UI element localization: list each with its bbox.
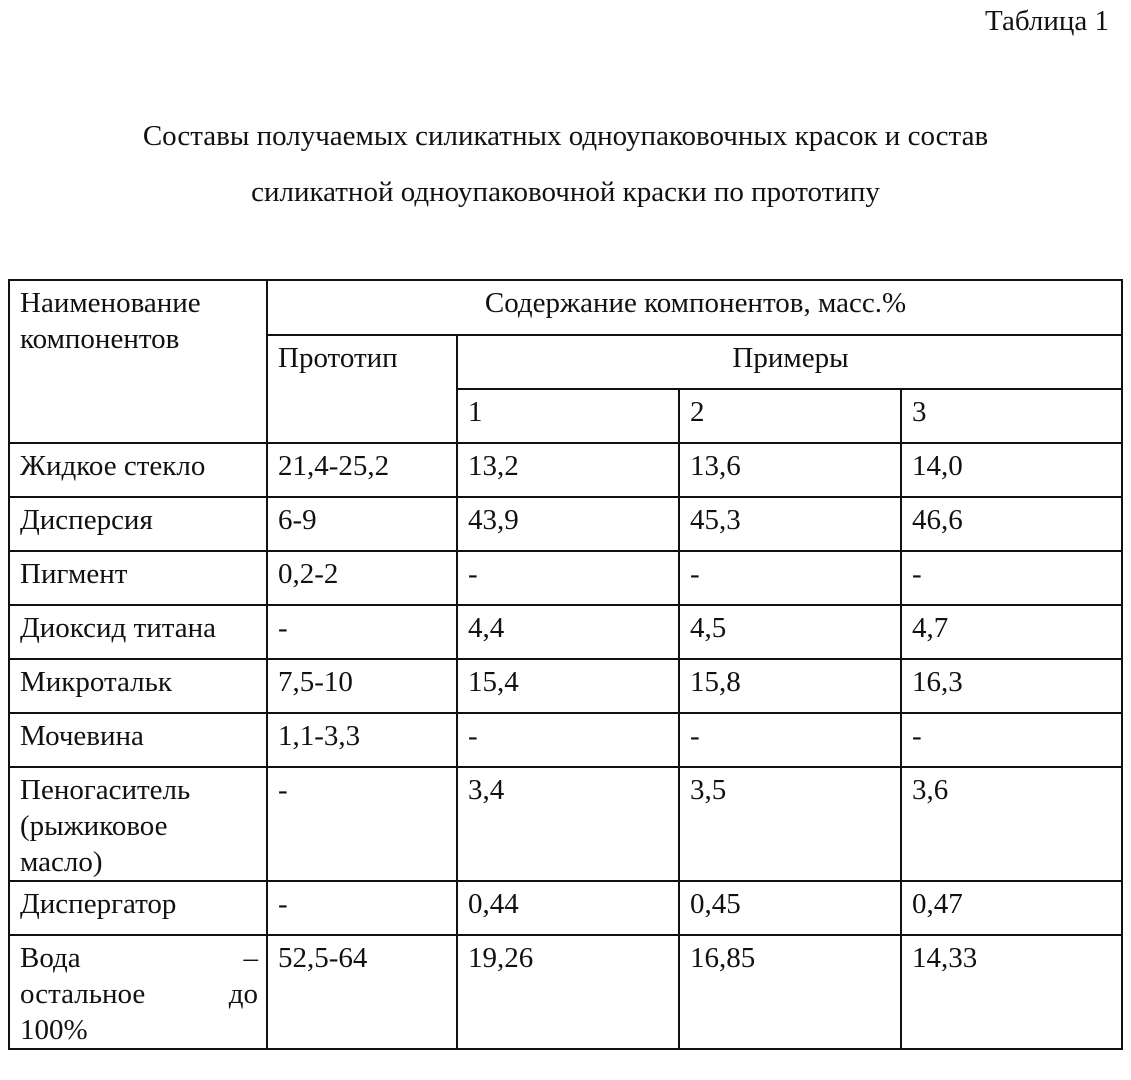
table-number: Таблица 1	[984, 5, 1109, 37]
cell-example-2: 4,5	[679, 605, 901, 659]
header-name-line-1: Наименование	[20, 287, 201, 319]
cell-name-word: –	[243, 942, 258, 974]
table-row	[9, 605, 1122, 659]
cell-example-2: 3,5	[679, 767, 901, 881]
cell-name	[9, 935, 267, 1049]
cell-name: Диоксид титана	[9, 605, 267, 659]
composition-table	[8, 279, 1123, 1050]
cell-name	[9, 767, 267, 881]
cell-prototype: 0,2-2	[267, 551, 457, 605]
table-title-line-2: силикатной одноупаковочной краски по прототипу	[251, 176, 880, 208]
cell-example-3: -	[901, 713, 1122, 767]
cell-prototype: 1,1-3,3	[267, 713, 457, 767]
cell-name-word: Вода	[20, 942, 81, 974]
cell-prototype: 52,5-64	[267, 935, 457, 1049]
table-row	[9, 713, 1122, 767]
cell-example-3: 4,7	[901, 605, 1122, 659]
cell-example-1: 15,4	[457, 659, 679, 713]
cell-prototype: 21,4-25,2	[267, 443, 457, 497]
header-component-name	[9, 280, 267, 443]
cell-name: Пигмент	[9, 551, 267, 605]
cell-name: Микротальк	[9, 659, 267, 713]
table-row	[9, 935, 1122, 1049]
header-example-3: 3	[901, 389, 1122, 443]
cell-example-3: 0,47	[901, 881, 1122, 935]
cell-name-line	[20, 976, 258, 1012]
cell-example-2: -	[679, 551, 901, 605]
cell-example-3: -	[901, 551, 1122, 605]
header-example-1: 1	[457, 389, 679, 443]
cell-example-3: 14,0	[901, 443, 1122, 497]
header-name-line-2: компонентов	[20, 323, 180, 355]
table-row	[9, 659, 1122, 713]
table-row	[9, 767, 1122, 881]
cell-prototype: 7,5-10	[267, 659, 457, 713]
cell-example-2: 45,3	[679, 497, 901, 551]
cell-example-2: 13,6	[679, 443, 901, 497]
cell-example-1: 43,9	[457, 497, 679, 551]
cell-example-1: 19,26	[457, 935, 679, 1049]
cell-example-3: 46,6	[901, 497, 1122, 551]
cell-example-3: 16,3	[901, 659, 1122, 713]
table-row	[9, 443, 1122, 497]
cell-name-word: остальное	[20, 978, 146, 1010]
cell-example-1: 4,4	[457, 605, 679, 659]
cell-example-2: -	[679, 713, 901, 767]
cell-name: Дисперсия	[9, 497, 267, 551]
cell-example-2: 0,45	[679, 881, 901, 935]
cell-prototype: -	[267, 881, 457, 935]
header-example-2: 2	[679, 389, 901, 443]
table-row	[9, 881, 1122, 935]
cell-name-word: до	[228, 978, 258, 1010]
cell-example-1: -	[457, 551, 679, 605]
table-row	[9, 497, 1122, 551]
cell-prototype: 6-9	[267, 497, 457, 551]
header-row-top	[9, 280, 1122, 335]
table-title	[0, 108, 1131, 220]
cell-name-line: (рыжиковое	[20, 810, 168, 842]
cell-example-1: -	[457, 713, 679, 767]
cell-name-line: Пеногаситель	[20, 774, 191, 806]
cell-example-1: 13,2	[457, 443, 679, 497]
table-row	[9, 551, 1122, 605]
cell-name-line	[20, 940, 258, 976]
cell-name: Жидкое стекло	[9, 443, 267, 497]
table-title-line-1: Составы получаемых силикатных одноупаковочных красок и состав	[142, 120, 989, 152]
cell-name-line: масло)	[20, 846, 103, 878]
header-examples: Примеры	[457, 335, 1122, 389]
cell-name: Мочевина	[9, 713, 267, 767]
cell-name-line: 100%	[20, 1014, 88, 1046]
cell-example-1: 3,4	[457, 767, 679, 881]
header-prototype: Прототип	[267, 335, 457, 443]
cell-prototype: -	[267, 767, 457, 881]
cell-example-3: 14,33	[901, 935, 1122, 1049]
cell-example-3: 3,6	[901, 767, 1122, 881]
cell-example-2: 15,8	[679, 659, 901, 713]
cell-prototype: -	[267, 605, 457, 659]
cell-example-2: 16,85	[679, 935, 901, 1049]
cell-example-1: 0,44	[457, 881, 679, 935]
cell-name: Диспергатор	[9, 881, 267, 935]
header-content: Содержание компонентов, масс.%	[267, 280, 1122, 335]
